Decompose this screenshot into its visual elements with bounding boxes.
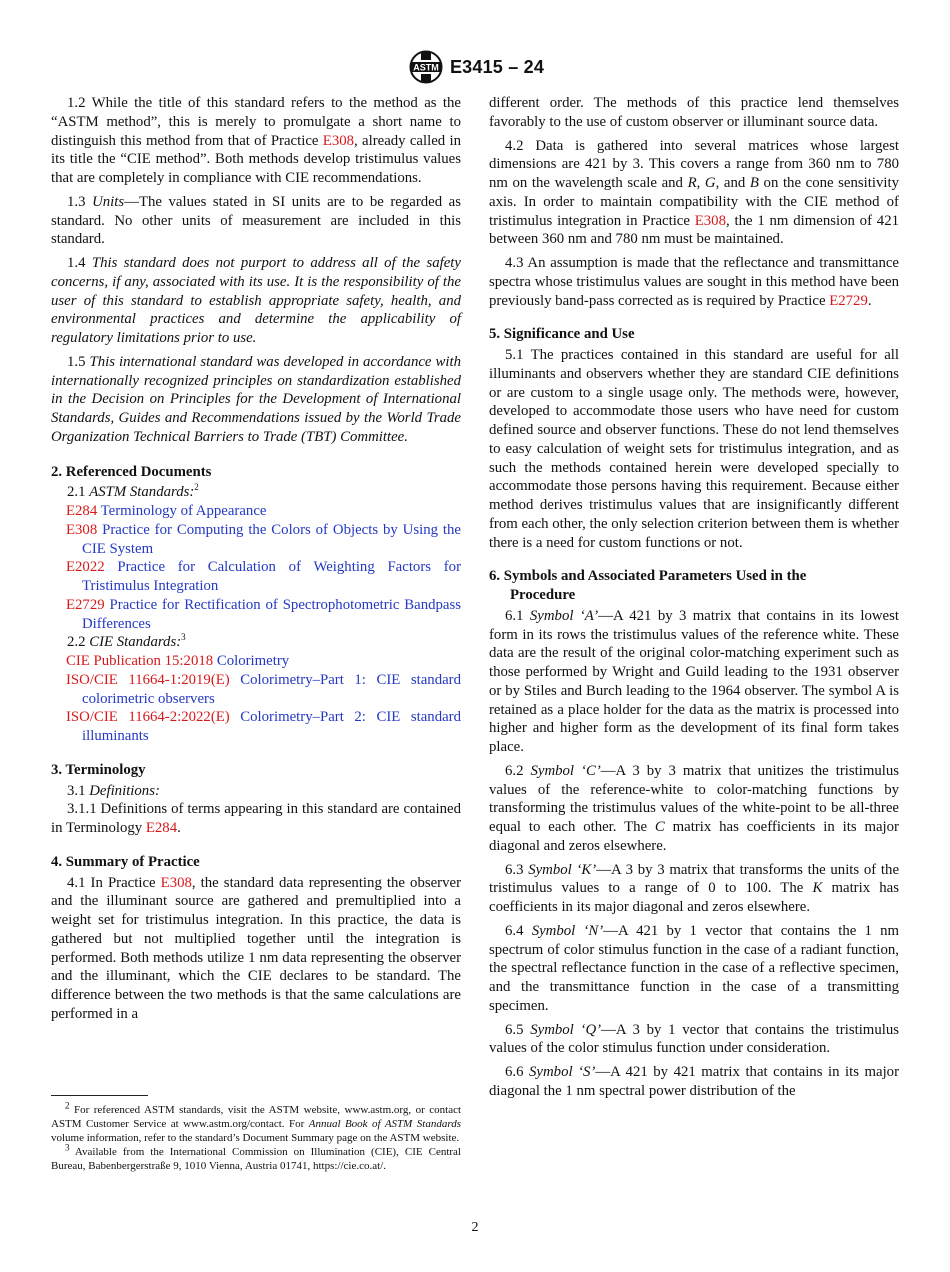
paragraph-1-3: 1.3 Units—The values stated in SI units are to be regarded as standard. No other units of measurement are included in this standard. (51, 193, 462, 248)
paragraph-4-1-continued: different order. The methods of this practice lend themselves favorably to the use of custom observer or illuminant source data. (489, 95, 899, 130)
paragraph-6-6: 6.6 Symbol ‘S’—A 421 by 421 matrix that contains in its major diagonal the 1 nm spectral power distribution of the (489, 1064, 900, 1099)
paragraph-3-1: 3.1 Definitions: (67, 782, 160, 799)
paragraph-6-2: 6.2 Symbol ‘C’—A 3 by 3 matrix that unitizes the tristimulus values of the reference-white to color-matching functions by transforming the tristimulus values of the white-point to be all-three equal to each other. The C matrix has coefficients in its major diagonal and zeros elsewhere. (489, 762, 900, 854)
paragraph-1-5: 1.5 This international standard was developed in accordance with internationally recognized principles on standardization established in the Decision on Principles for the Development of International Standards, Guides and Recommendations issued by the World Trade Organization Technical Barriers to Trade (TBT) Committee. (51, 353, 461, 445)
section-heading-4: 4. Summary of Practice (51, 853, 200, 870)
ref-item-cie-11664-2[interactable]: ISO/CIE 11664-2:2022(E) Colorimetry–Part 2: CIE standard illuminants (66, 709, 461, 744)
paragraph-4-3: 4.3 An assumption is made that the reflectance and transmittance spectra whose tristimulus values are sought in this method have been previously band-pass corrected as is required by Practice E2729. (489, 255, 899, 309)
ref-item-e2729[interactable]: E2729 Practice for Rectification of Spectrophotometric Bandpass Differences (66, 596, 462, 632)
footnotes (51, 1100, 462, 1173)
astm-logo-icon (406, 50, 446, 84)
ref-item-e2022[interactable]: E2022 Practice for Calculation of Weighting Factors for Tristimulus Integration (66, 559, 461, 594)
ref-link-e284[interactable]: E284 (145, 820, 178, 836)
astm-standards-label: 2.1 ASTM Standards:$^2$ (67, 482, 199, 501)
paragraph-5-1: 5.1 The practices contained in this standard are useful for all illuminants and observers whether they are standard CIE definitions or are custom to a single usage only. The methods were, however, developed to accommodate those users who have need for custom defined source and observer functions. These do not lend themselves to easy calculation of weight sets for tristimulus integration, and as such the methods contained herein were developed specially to accommodate those persons having this requirement. Because either method derives tristimulus values that are insignificantly different from each other, the only selection criterion between them is whether there is a need for custom functions or not. (489, 347, 899, 551)
footnote-divider (51, 1095, 148, 1096)
paragraph-3-1-1: 3.1.1 Definitions of terms appearing in this standard are contained in Terminology E284. (51, 801, 461, 836)
ref-link-e2729[interactable]: E2729 (829, 292, 868, 309)
paragraph-1-2: 1.2 While the title of this standard refers to the method as the “ASTM method”, this is merely to promulgate a short name to distinguish this method from that of Practice E308, already called in its title the “CIE method”. Both methods develop tristimulus values that are completely in compliance with CIE recommendations. (51, 95, 461, 186)
ref-item-cie-11664-1[interactable]: ISO/CIE 11664-1:2019(E) Colorimetry–Part 1: CIE standard colorimetric observers (66, 671, 461, 707)
footnote-2: $^2$ For referenced ASTM standards, visit the ASTM website, www.astm.org, or contact ASTM Customer Service at www.astm.org/contact. For Annual Book of ASTM Standards volume information, refer to the standard’s Document Summary page on the ASTM website. (51, 1100, 462, 1144)
section-heading-6: 6. Symbols and Associated Parameters Used in the Procedure (489, 568, 807, 603)
right-column (489, 94, 899, 1106)
paragraph-4-2: 4.2 Data is gathered into several matrices whose largest dimensions are 421 by 3. This covers a range from 360 nm to 780 nm on the wavelength scale and R, G, and B on the cone sensitivity axis. In order to maintain compatibility with the CIE method of tristimulus integration in Practice E308, the 1 nm dimension of 421 between 360 nm and 780 nm must be maintained. (489, 137, 899, 248)
page-header (0, 50, 950, 84)
svg-text:ASTM: ASTM (413, 62, 439, 73)
left-column (51, 94, 461, 1029)
ref-item-e284[interactable]: E284 Terminology of Appearance (66, 503, 267, 519)
cie-standards-label: 2.2 CIE Standards:$^3$ (67, 632, 186, 651)
ref-link-e308[interactable]: E308 (160, 874, 192, 891)
ref-item-e308[interactable]: E308 Practice for Computing the Colors of Objects by Using the CIE System (66, 521, 461, 557)
paragraph-6-3: 6.3 Symbol ‘K’—A 3 by 3 matrix that transforms the units of the tristimulus values to a range of 0 to 100. The K matrix has coefficients in its major diagonal and zeros elsewhere. (489, 861, 900, 915)
ref-link-e308[interactable]: E308 (694, 212, 726, 229)
page-number: 2 (471, 1220, 479, 1235)
section-heading-2: 2. Referenced Documents (51, 463, 212, 480)
ref-link-e308[interactable]: E308 (322, 132, 355, 149)
footnote-3: $^3$ Available from the International Commission on Illumination (CIE), CIE Central Bureau, Babenbergerstraße 9, 1010 Vienna, Austria 01741, https://cie.co.at/. (51, 1142, 461, 1172)
section-heading-3: 3. Terminology (51, 761, 146, 778)
ref-item-cie-15[interactable]: CIE Publication 15:2018 Colorimetry (66, 653, 290, 669)
paragraph-6-5: 6.5 Symbol ‘Q’—A 3 by 1 vector that contains the tristimulus values of the color stimulus function under consideration. (489, 1021, 899, 1057)
standard-designation: E3415 – 24 (449, 56, 545, 77)
paragraph-6-1: 6.1 Symbol ‘A’—A 421 by 3 matrix that contains in its lowest form in its rows the tristimulus values of the reference white. These data are the result of the original color-matching experiment such as those performed by Wright and Guild leading to the 1931 observer or by Stiles and Burch leading to the 1964 observer. The symbol A is retained as a place holder for the data as the matrix is processed into higher and higher form as the development of its final form takes place. (489, 607, 899, 755)
paragraph-6-4: 6.4 Symbol ‘N’—A 421 by 1 vector that contains the 1 nm spectrum of color stimulus function in the case of a radiant function, the spectral reflectance function in the case of a reflective specimen, and the transmittance function in the case of a transmitting specimen. (489, 922, 900, 1014)
section-heading-5: 5. Significance and Use (489, 326, 635, 343)
paragraph-4-1: 4.1 In Practice E308, the standard data representing the observer and the illuminant source are gathered and premultiplied into a weight set for tristimulus integration. In this practice, the data is gathered but not multiplied together until the integration is performed. Both methods utilize 1 nm data representing the observer and the illuminant, which the CIE declares to be standard. The difference between the two methods is that the same calculations are performed in a (51, 874, 461, 1022)
paragraph-1-4: 1.4 This standard does not purport to address all of the safety concerns, if any, associated with its use. It is the responsibility of the user of this standard to establish appropriate safety, health, and environmental practices and determine the applicability of regulatory limitations prior to use. (51, 255, 461, 346)
